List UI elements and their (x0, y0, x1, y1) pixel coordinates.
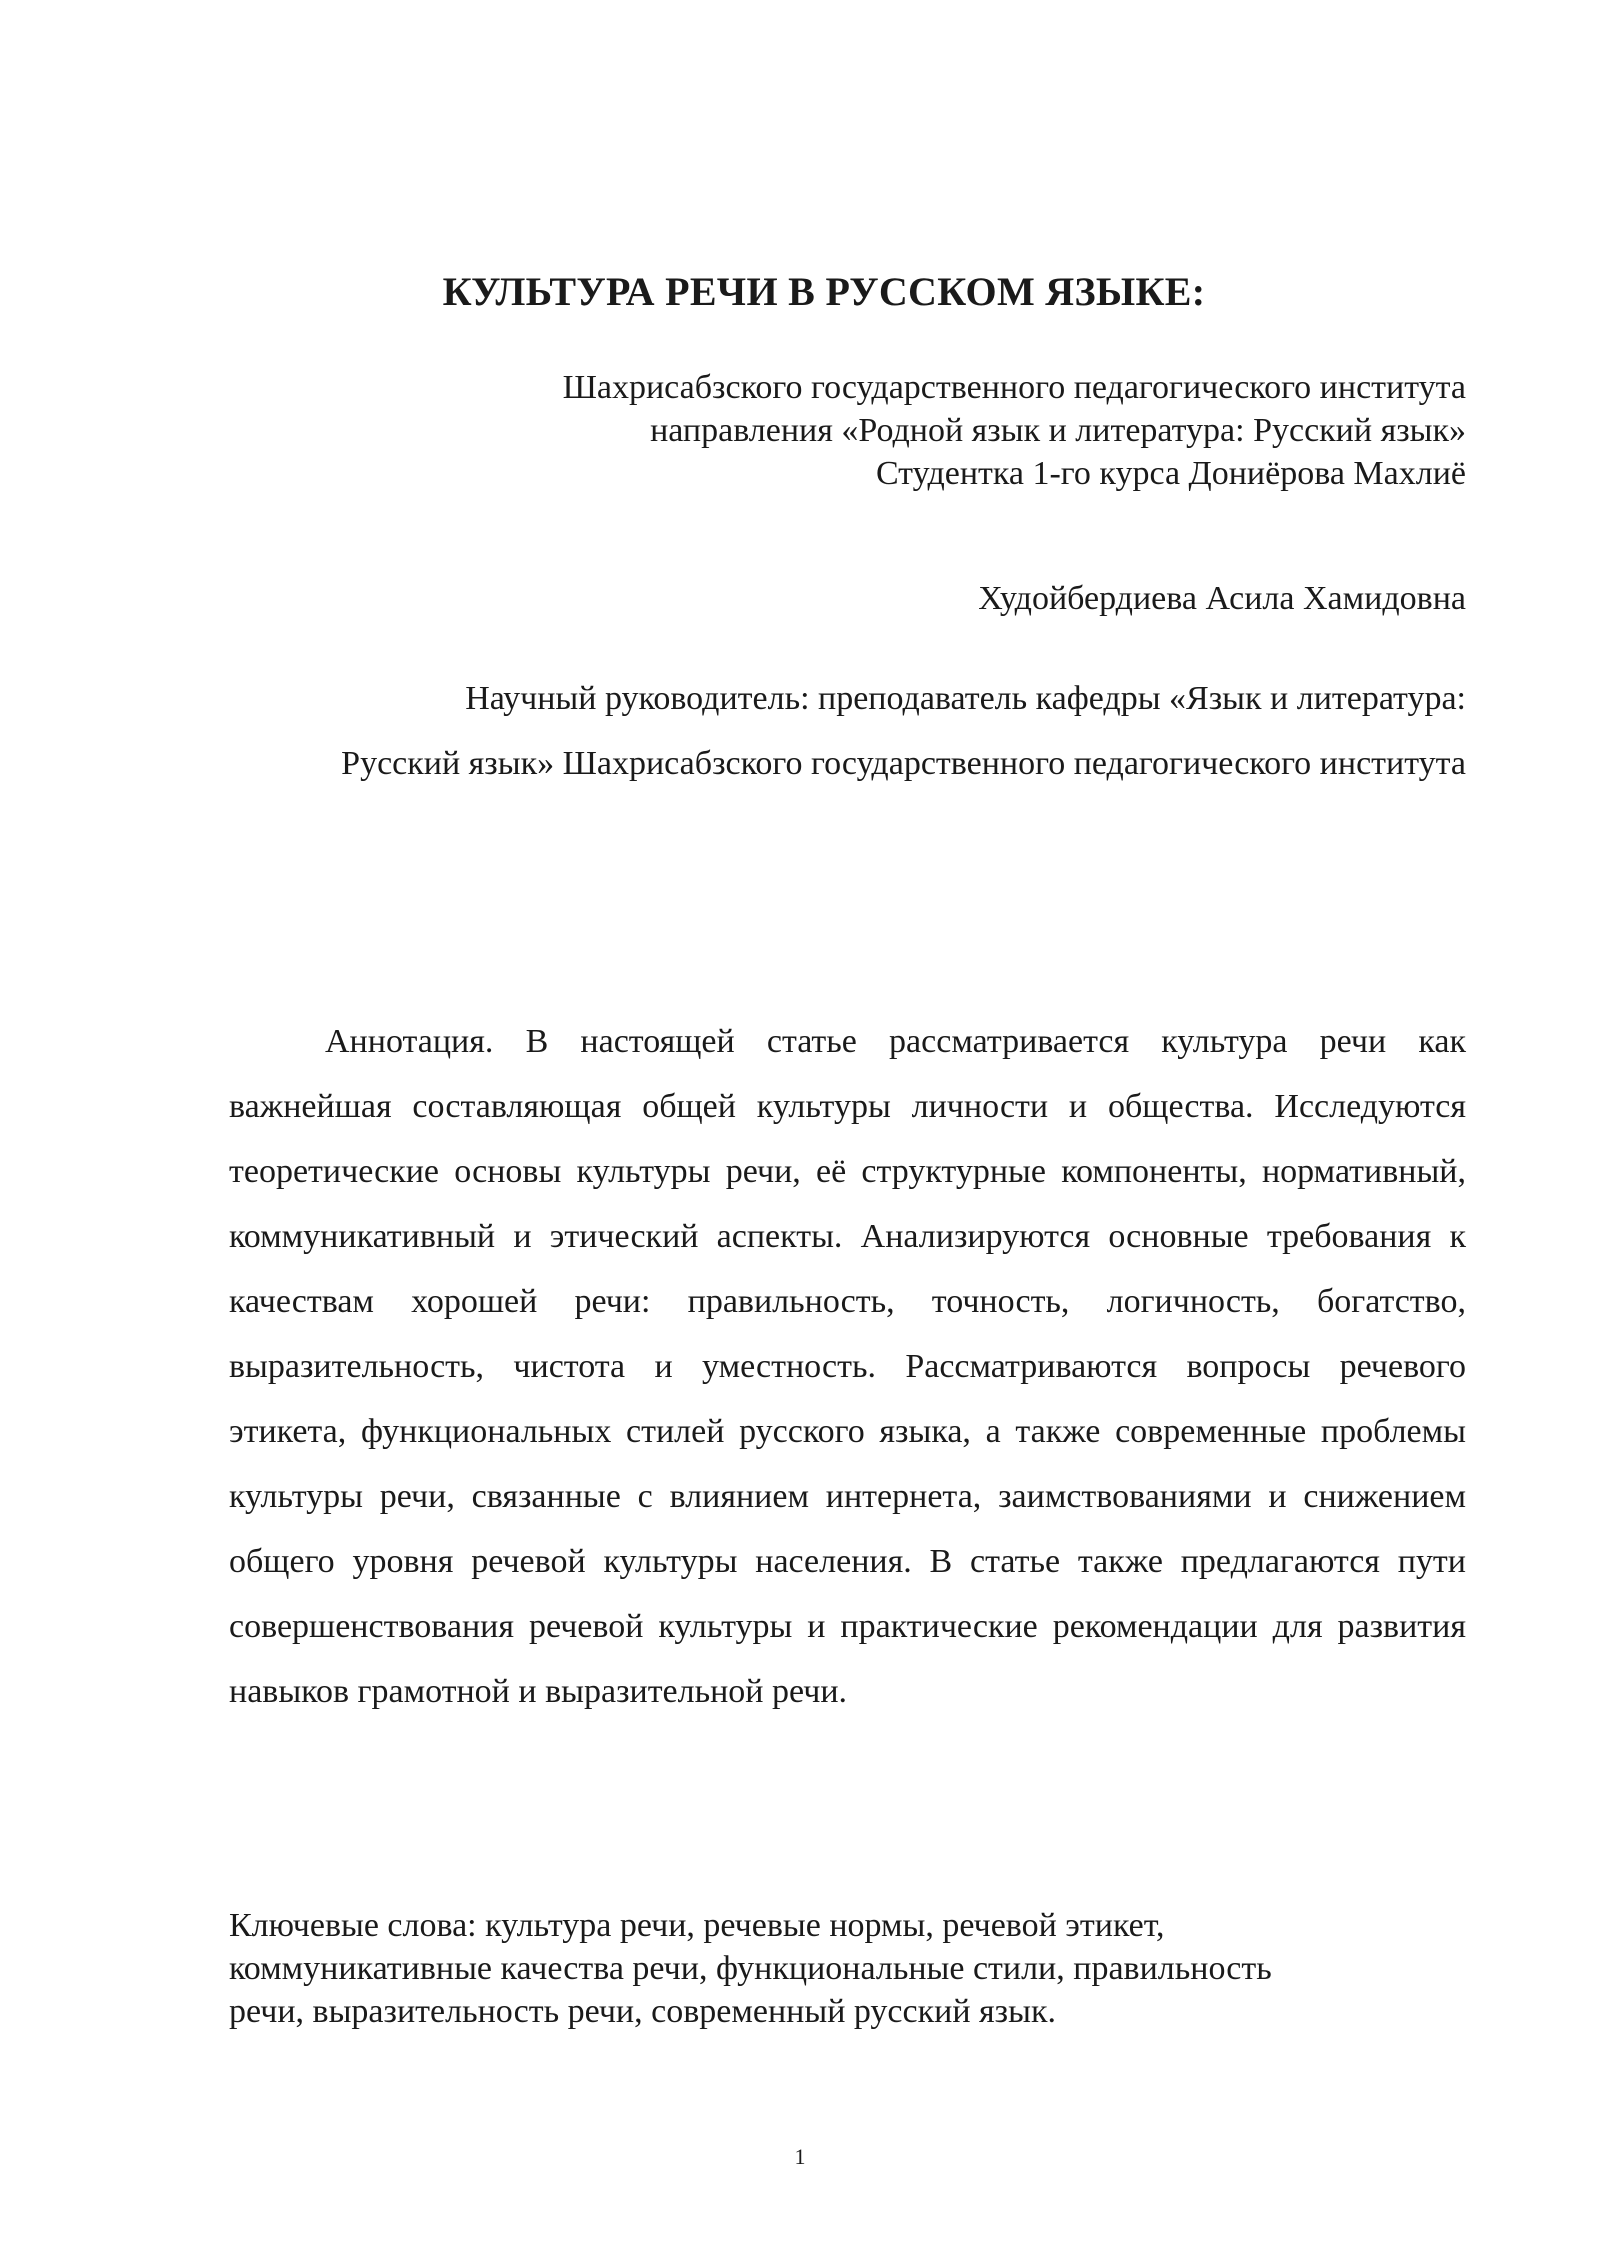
page-title: КУЛЬТУРА РЕЧИ В РУССКОМ ЯЗЫКЕ: (442, 269, 1206, 314)
supervisor-info: Научный руководитель: преподаватель кафедры «Язык и литература: Русский язык» Шахрисабзского государственного педагогического института (341, 680, 1466, 782)
keywords-block (229, 1904, 1400, 2033)
affiliation-block (563, 366, 1466, 495)
page-number: 1 (794, 2144, 806, 2169)
keywords-line: коммуникативные качества речи, функциональные стили, правильность (229, 1950, 1272, 1987)
keywords-line: Ключевые слова: культура речи, речевые нормы, речевой этикет, (229, 1907, 1165, 1944)
affiliation-line: направления «Родной язык и литература: Русский язык» (650, 412, 1466, 449)
affiliation-line: Студентка 1-го курса Дониёрова Махлиё (875, 455, 1466, 492)
affiliation-line: Шахрисабзского государственного педагогического института (562, 369, 1466, 406)
keywords-line: речи, выразительность речи, современный русский язык. (229, 1993, 1056, 2030)
author-name: Худойбердиева Асила Хамидовна (978, 580, 1466, 617)
abstract-paragraph: Аннотация. В настоящей статье рассматривается культура речи как важнейшая составляющая общей культуры личности и общества. Исследуются теоретические основы культуры речи, её структурные компоненты, нормативный, коммуникативный и этический аспекты. Анализируются основные требования к качествам хорошей речи: правильность, точность, логичность, богатство, выразительность, чистота и уместность. Рассматриваются вопросы речевого этикета, функциональных стилей русского языка, а также современные проблемы культуры речи, связанные с влиянием интернета, заимствованиями и снижением общего уровня речевой культуры населения. В статье также предлагаются пути совершенствования речевой культуры и практические рекомендации для развития навыков грамотной и выразительной речи. (229, 1023, 1466, 1710)
